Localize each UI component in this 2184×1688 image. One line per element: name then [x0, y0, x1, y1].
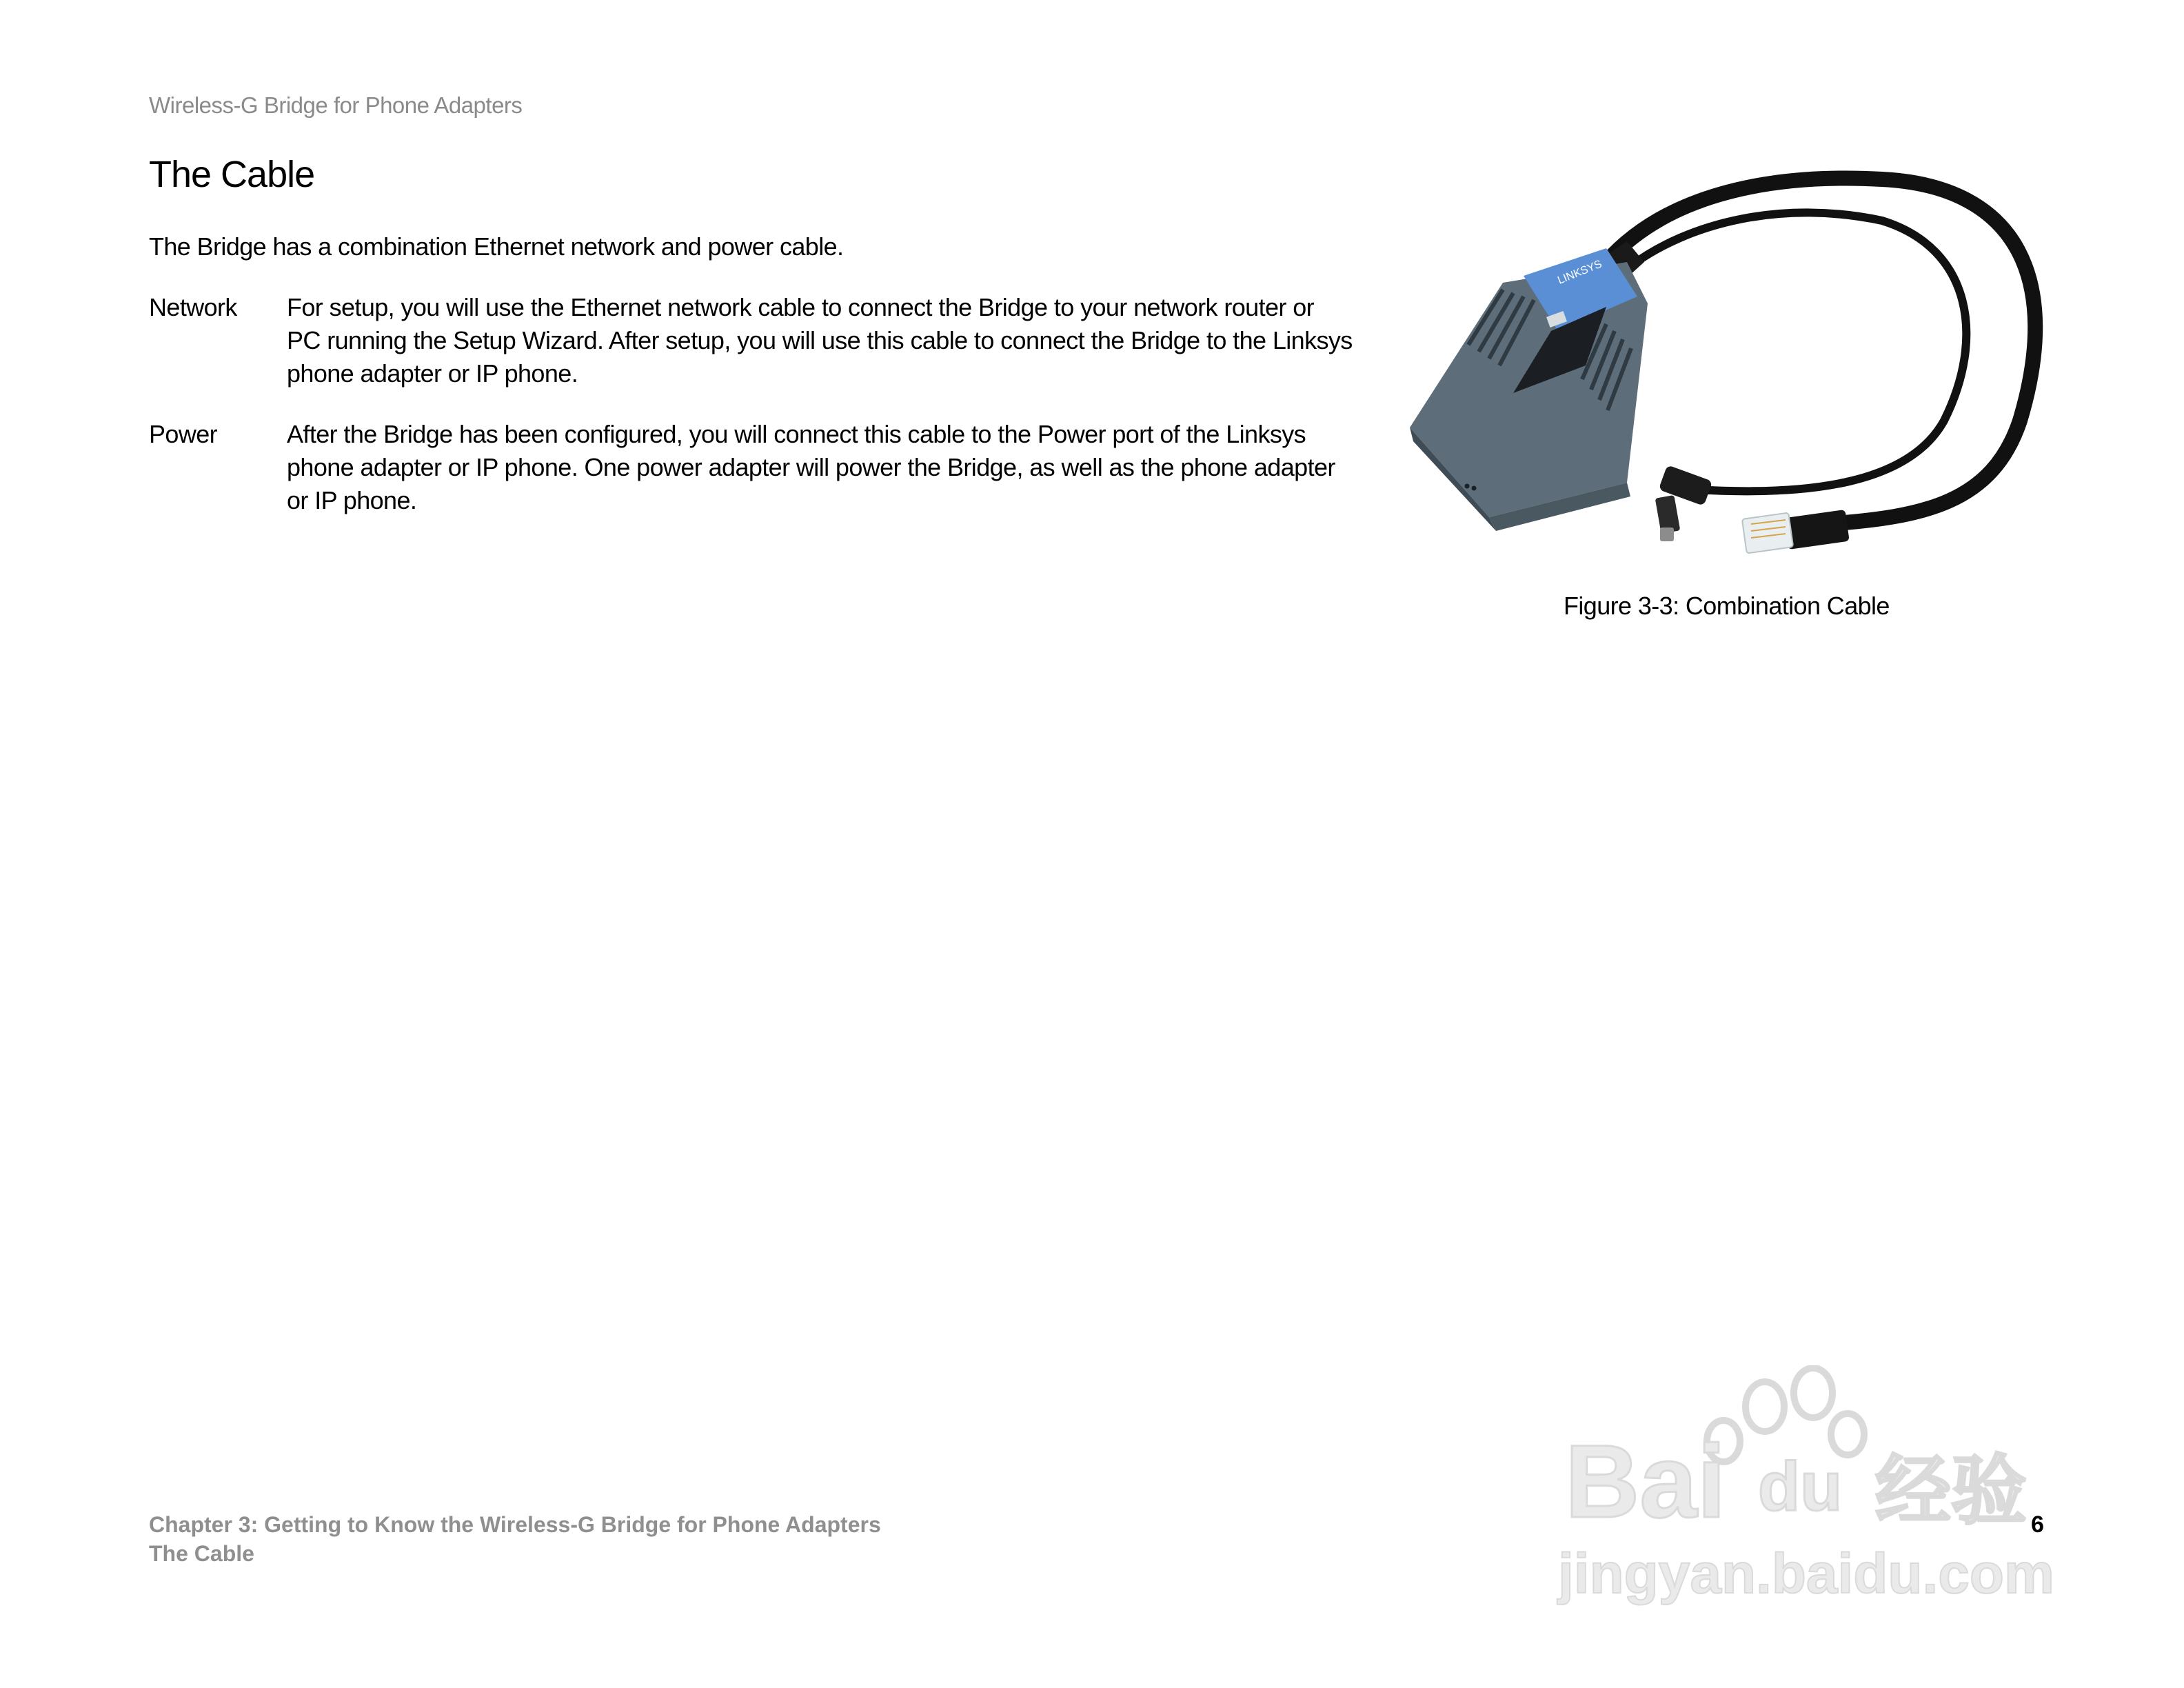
description-line: phone adapter or IP phone. One power adapter will power the Bridge, as well as the phone adapter [287, 453, 1335, 481]
combination-cable-image [1399, 159, 2048, 572]
watermark-cn-text: 经验 [1875, 1449, 2027, 1534]
running-header: Wireless-G Bridge for Phone Adapters [149, 92, 523, 118]
description-line: PC running the Setup Wizard. After setup, you will use this cable to connect the Bridge to the Linksys [287, 326, 1353, 354]
intro-paragraph: The Bridge has a combination Ethernet network and power cable. [149, 232, 844, 261]
description-line: For setup, you will use the Ethernet network cable to connect the Bridge to your network router or [287, 293, 1315, 321]
page-number: 6 [2031, 1511, 2044, 1538]
definition-term: Power [149, 420, 218, 448]
definition-description [287, 291, 1514, 390]
footer-chapter: Chapter 3: Getting to Know the Wireless-G Bridge for Phone Adapters [149, 1512, 881, 1537]
page-footer [149, 1510, 881, 1568]
figure-caption: Figure 3-3: Combination Cable [1564, 592, 1890, 620]
baidu-paw-icon [1551, 1365, 2075, 1614]
watermark-brand: Bai [1565, 1423, 1726, 1539]
section-title: The Cable [149, 154, 315, 195]
power-plug [1655, 465, 1713, 541]
device-logo: LINKSYS [1556, 258, 1604, 287]
description-line: or IP phone. [287, 486, 417, 514]
definition-description [287, 418, 1514, 517]
combination-cable-figure [1399, 159, 2048, 572]
power-cable [1627, 212, 1966, 491]
baidu-watermark [1551, 1365, 2075, 1614]
description-line: phone adapter or IP phone. [287, 359, 578, 388]
watermark-url: jingyan.baidu.com [1558, 1543, 2054, 1605]
footer-section: The Cable [149, 1541, 254, 1566]
definition-term: Network [149, 293, 237, 321]
description-line: After the Bridge has been configured, you will connect this cable to the Power port of the Linksys [287, 420, 1306, 448]
bridge-device [1410, 248, 1648, 531]
watermark-brand-suffix: du [1758, 1448, 1843, 1525]
rj45-plug [1742, 510, 1850, 554]
